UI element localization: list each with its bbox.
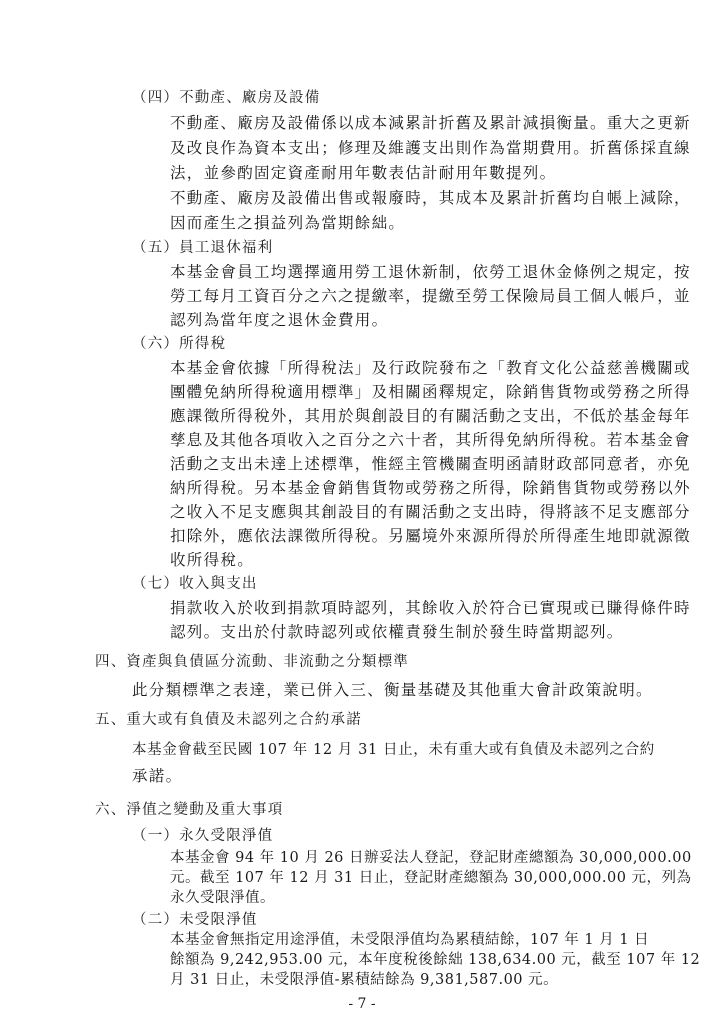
paragraph-line: 本基金會截至民國 107 年 12 月 31 日止，未有重大或有負債及未認列之合約 <box>132 742 655 758</box>
section-5-heading: （五）員工退休福利 <box>132 240 274 256</box>
paragraph-line: 不動產、廠房及設備出售或報廢時，其成本及累計折舊均自帳上減除， <box>170 189 691 207</box>
paragraph-line: 孳息及其他各項收入之百分之六十者，其所得免納所得稅。若本基金會 <box>170 431 691 449</box>
section-7-heading: （七）收入與支出 <box>132 576 258 592</box>
paragraph-line: 元。截至 107 年 12 月 31 日止，登記財產總額為 30,000,000.00 元，列為 <box>170 870 692 886</box>
paragraph-line: 認列為當年度之退休金費用。 <box>170 311 389 329</box>
paragraph-line: 本基金會無指定用途淨值，未受限淨值均為累積結餘，107 年 1 月 1 日 <box>170 932 650 948</box>
page-number: - 7 - <box>348 996 376 1012</box>
paragraph-line: 此分類標準之表達，業已併入三、衡量基礎及其他重大會計政策說明。 <box>132 681 653 699</box>
paragraph-line: 及改良作為資本支出；修理及維護支出則作為當期費用。折舊係採直線 <box>170 139 691 157</box>
paragraph-line: 捐款收入於收到捐款項時認列，其餘收入於符合已實現或已賺得條件時 <box>170 599 691 617</box>
part-4-heading: 四、資產與負債區分流動、非流動之分類標準 <box>95 654 409 670</box>
part-6-heading: 六、淨值之變動及重大事項 <box>95 802 284 818</box>
paragraph-line: 承諾。 <box>132 767 183 785</box>
paragraph-line: 收所得稅。 <box>170 551 255 569</box>
paragraph-line: 團體免納所得稅適用標準」及相關函釋規定，除銷售貨物或勞務之所得 <box>170 383 691 401</box>
paragraph-line: 因而產生之損益列為當期餘絀。 <box>170 214 406 232</box>
paragraph-line: 之收入不足支應與其創設目的有關活動之支出時，得將該不足支應部分 <box>170 503 691 521</box>
subsection-1-heading: （一）永久受限淨值 <box>132 828 274 844</box>
paragraph-line: 本基金會員工均選擇適用勞工退休新制，依勞工退休金條例之規定，按 <box>170 263 691 281</box>
paragraph-line: 扣除外，應依法課徵所得稅。另屬境外來源所得於所得產生地即就源徵 <box>170 527 691 545</box>
subsection-2-heading: （二）未受限淨值 <box>132 912 258 928</box>
section-4-heading: （四）不動產、廠房及設備 <box>132 90 321 106</box>
paragraph-line: 不動產、廠房及設備係以成本減累計折舊及累計減損衡量。重大之更新 <box>170 114 691 132</box>
paragraph-line: 餘額為 9,242,953.00 元，本年度稅後餘絀 138,634.00 元，截至 107 年 12 <box>170 952 701 968</box>
paragraph-line: 本基金會依據「所得稅法」及行政院發布之「教育文化公益慈善機關或 <box>170 359 691 377</box>
paragraph-line: 永久受限淨值。 <box>170 890 275 906</box>
paragraph-line: 本基金會 94 年 10 月 26 日辦妥法人登記，登記財產總額為 30,000,000.00 <box>170 850 692 866</box>
section-6-heading: （六）所得稅 <box>132 336 227 352</box>
paragraph-line: 認列。支出於付款時認列或依權責發生制於發生時當期認列。 <box>170 623 624 641</box>
paragraph-line: 月 31 日止，未受限淨值-累積結餘為 9,381,587.00 元。 <box>170 972 559 988</box>
paragraph-line: 活動之支出未達上述標準，惟經主管機關查明函請財政部同意者，亦免 <box>170 455 691 473</box>
paragraph-line: 納所得稅。另本基金會銷售貨物或勞務之所得，除銷售貨物或勞務以外 <box>170 479 691 497</box>
part-5-heading: 五、重大或有負債及未認列之合約承諾 <box>95 712 362 728</box>
paragraph-line: 勞工每月工資百分之六之提繳率，提繳至勞工保險局員工個人帳戶，並 <box>170 287 691 305</box>
paragraph-line: 法，並參酌固定資產耐用年數表估計耐用年數提列。 <box>170 164 557 182</box>
paragraph-line: 應課徵所得稅外，其用於與創設目的有關活動之支出，不低於基金每年 <box>170 407 691 425</box>
